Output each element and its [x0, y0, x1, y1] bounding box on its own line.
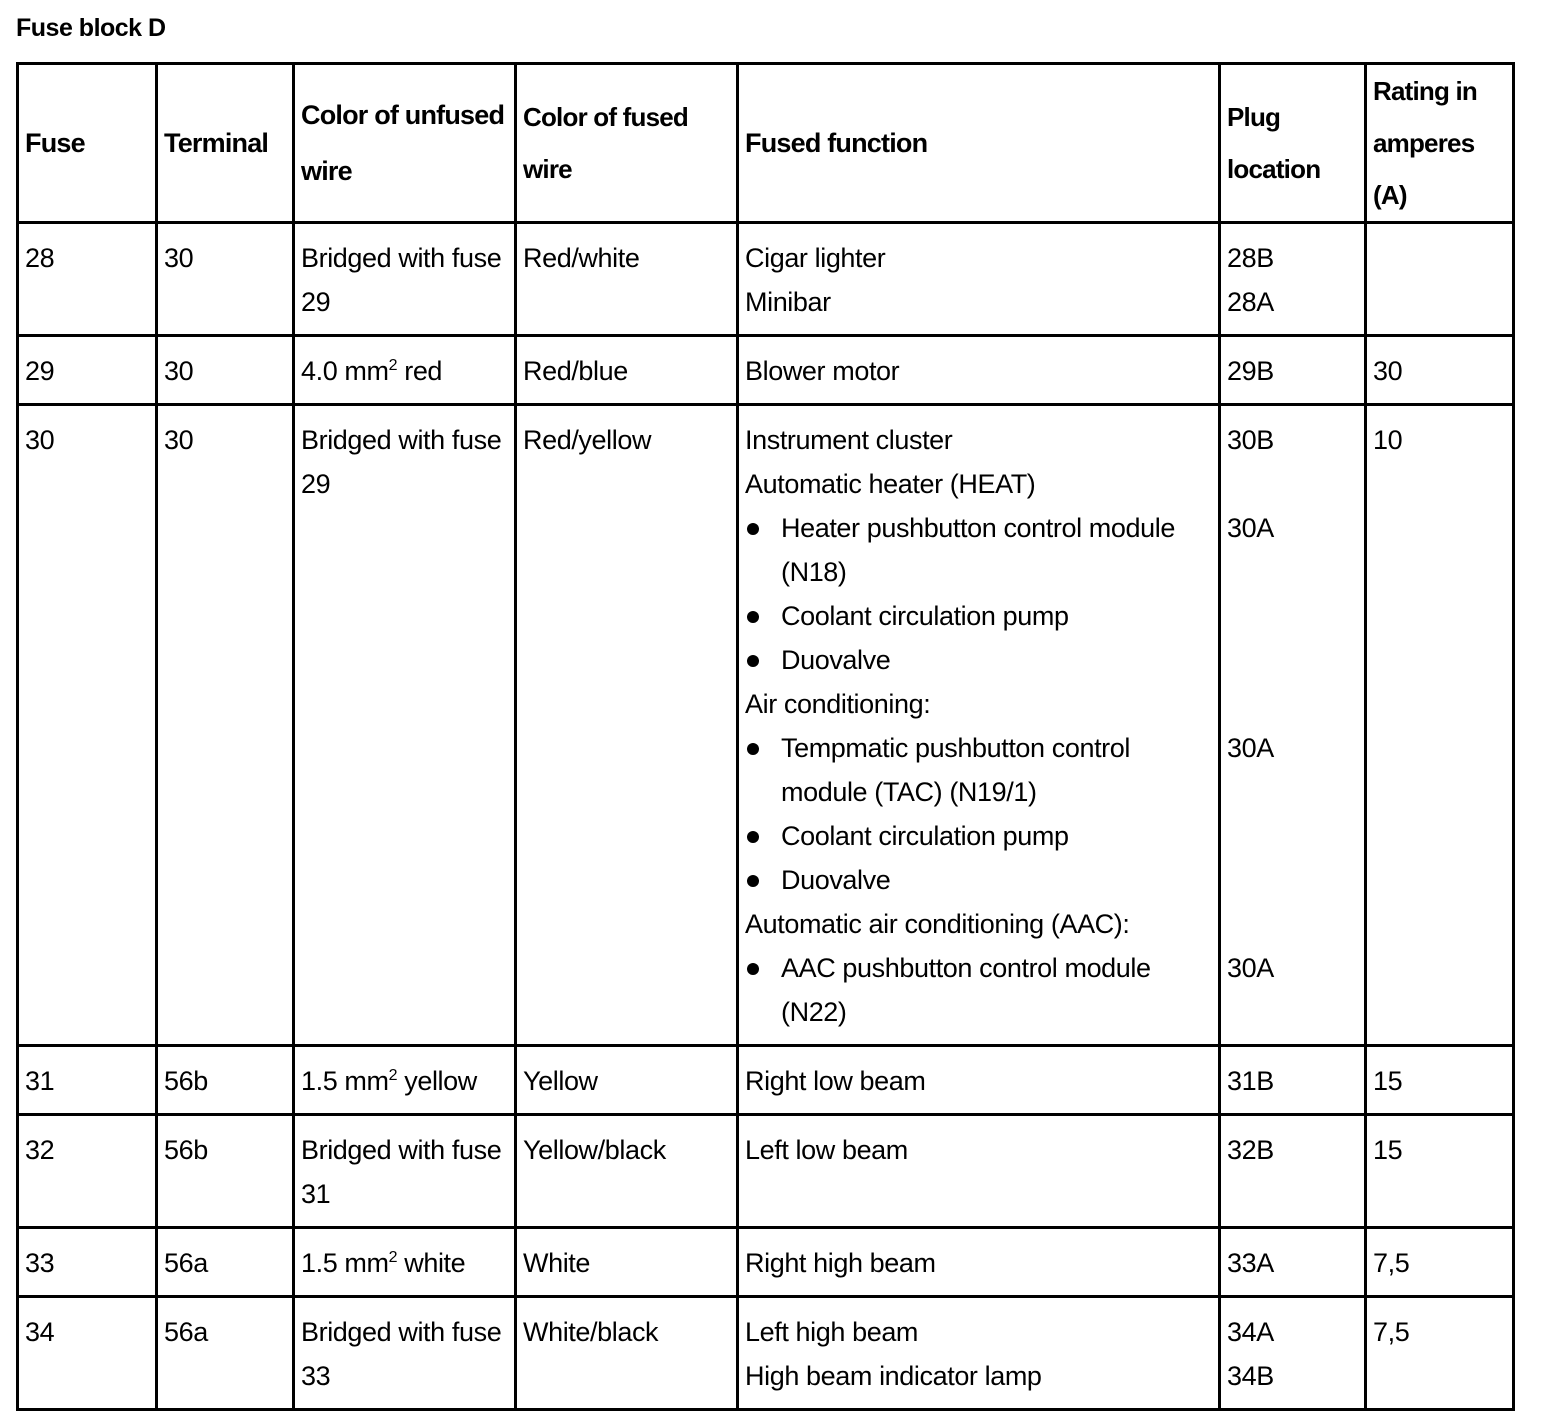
function-line: Minibar [745, 287, 831, 317]
cell-terminal: 56b [157, 1046, 294, 1115]
plug-spacer [1227, 814, 1358, 858]
function-line: Right high beam [745, 1248, 936, 1278]
plug-line: 29B [1227, 356, 1274, 386]
cell-terminal: 30 [157, 223, 294, 336]
function-bullet: Heater pushbutton control module (N18) [745, 506, 1212, 594]
function-line: Instrument cluster [745, 425, 953, 455]
plug-line: 34B [1227, 1361, 1274, 1391]
plug-line: 30B [1227, 425, 1274, 455]
cell-fused-color: White/black [516, 1297, 738, 1410]
cell-unfused-color [294, 336, 516, 405]
function-line: Left low beam [745, 1135, 908, 1165]
cell-rating: 7,5 [1366, 1297, 1514, 1410]
function-line: Left high beam [745, 1317, 919, 1347]
col-header-terminal: Terminal [157, 64, 294, 223]
cell-plug [1220, 1297, 1366, 1410]
function-line: Right low beam [745, 1066, 926, 1096]
cell-plug [1220, 405, 1366, 1046]
plug-spacer [1227, 550, 1358, 594]
fuse-table [16, 62, 1515, 1411]
plug-spacer [1227, 902, 1358, 946]
col-header-plug: Plug location [1220, 64, 1366, 223]
plug-line: 33A [1227, 1248, 1274, 1278]
plug-line: 28B [1227, 243, 1274, 273]
function-bullet: Duovalve [745, 638, 1212, 682]
col-header-fuse: Fuse [18, 64, 157, 223]
plug-spacer [1227, 682, 1358, 726]
cell-unfused-color [294, 1228, 516, 1297]
cell-terminal: 30 [157, 405, 294, 1046]
cell-plug [1220, 1115, 1366, 1228]
cell-plug [1220, 1228, 1366, 1297]
cell-function [738, 1228, 1220, 1297]
cell-function [738, 405, 1220, 1046]
cell-terminal: 56b [157, 1115, 294, 1228]
table-row [18, 223, 1514, 336]
function-bullet: Coolant circulation pump [745, 594, 1212, 638]
cell-unfused-color [294, 1046, 516, 1115]
cell-fused-color: Red/white [516, 223, 738, 336]
cell-function [738, 1297, 1220, 1410]
cell-function [738, 223, 1220, 336]
plug-spacer [1227, 638, 1358, 682]
plug-line: 32B [1227, 1135, 1274, 1165]
cell-rating: 10 [1366, 405, 1514, 1046]
plug-line: 31B [1227, 1066, 1274, 1096]
cell-fused-color: Red/yellow [516, 405, 738, 1046]
table-row [18, 1297, 1514, 1410]
cell-function [738, 336, 1220, 405]
cell-fused-color: White [516, 1228, 738, 1297]
function-line: Cigar lighter [745, 243, 886, 273]
cell-fused-color: Yellow/black [516, 1115, 738, 1228]
plug-spacer [1227, 462, 1358, 506]
function-bullet: Coolant circulation pump [745, 814, 1212, 858]
cell-plug [1220, 1046, 1366, 1115]
cell-unfused-color: Bridged with fuse 31 [294, 1115, 516, 1228]
header-row [18, 64, 1514, 223]
function-line: High beam indicator lamp [745, 1361, 1042, 1391]
cell-rating: 15 [1366, 1115, 1514, 1228]
cell-unfused-color: Bridged with fuse 29 [294, 223, 516, 336]
col-header-rating: Rating in amperes (A) [1366, 64, 1514, 223]
cell-rating: 15 [1366, 1046, 1514, 1115]
col-header-function: Fused function [738, 64, 1220, 223]
function-bullet: Duovalve [745, 858, 1212, 902]
cell-fuse: 32 [18, 1115, 157, 1228]
cell-fuse: 28 [18, 223, 157, 336]
cell-unfused-color: Bridged with fuse 33 [294, 1297, 516, 1410]
function-bullet: Tempmatic pushbutton control module (TAC) (N19/1) [745, 726, 1212, 814]
wire-size-superscript: 2 [388, 1067, 398, 1084]
cell-function [738, 1115, 1220, 1228]
cell-fuse: 34 [18, 1297, 157, 1410]
cell-rating: 30 [1366, 336, 1514, 405]
cell-fuse: 33 [18, 1228, 157, 1297]
wire-color: red [397, 356, 443, 386]
plug-spacer [1227, 594, 1358, 638]
col-header-unfused-color: Color of unfused wire [294, 64, 516, 223]
plug-line: 28A [1227, 287, 1274, 317]
plug-line: 30A [1227, 953, 1274, 983]
wire-size: 4.0 mm [301, 356, 389, 386]
table-row [18, 1228, 1514, 1297]
table-row [18, 405, 1514, 1046]
table-row [18, 1115, 1514, 1228]
function-line: Automatic heater (HEAT) [745, 469, 1036, 499]
cell-terminal: 56a [157, 1228, 294, 1297]
cell-unfused-color: Bridged with fuse 29 [294, 405, 516, 1046]
cell-rating: 7,5 [1366, 1228, 1514, 1297]
plug-line: 30A [1227, 733, 1274, 763]
table-row [18, 336, 1514, 405]
cell-fused-color: Yellow [516, 1046, 738, 1115]
wire-size-superscript: 2 [388, 357, 398, 374]
wire-size-superscript: 2 [388, 1249, 398, 1266]
plug-line: 34A [1227, 1317, 1274, 1347]
cell-fuse: 30 [18, 405, 157, 1046]
cell-terminal: 30 [157, 336, 294, 405]
wire-color: yellow [397, 1066, 477, 1096]
cell-terminal: 56a [157, 1297, 294, 1410]
plug-spacer [1227, 858, 1358, 902]
col-header-fused-color: Color of fused wire [516, 64, 738, 223]
cell-fuse: 29 [18, 336, 157, 405]
cell-fused-color: Red/blue [516, 336, 738, 405]
wire-size: 1.5 mm [301, 1066, 389, 1096]
wire-color: white [397, 1248, 466, 1278]
plug-line: 30A [1227, 513, 1274, 543]
wire-size: 1.5 mm [301, 1248, 389, 1278]
page-title: Fuse block D [16, 14, 166, 42]
cell-fuse: 31 [18, 1046, 157, 1115]
function-line: Air conditioning: [745, 689, 931, 719]
function-bullet: AAC pushbutton control module (N22) [745, 946, 1212, 1034]
table-row [18, 1046, 1514, 1115]
function-line: Blower motor [745, 356, 900, 386]
plug-spacer [1227, 770, 1358, 814]
function-line: Automatic air conditioning (AAC): [745, 909, 1130, 939]
cell-plug [1220, 336, 1366, 405]
cell-function [738, 1046, 1220, 1115]
cell-rating [1366, 223, 1514, 336]
cell-plug [1220, 223, 1366, 336]
